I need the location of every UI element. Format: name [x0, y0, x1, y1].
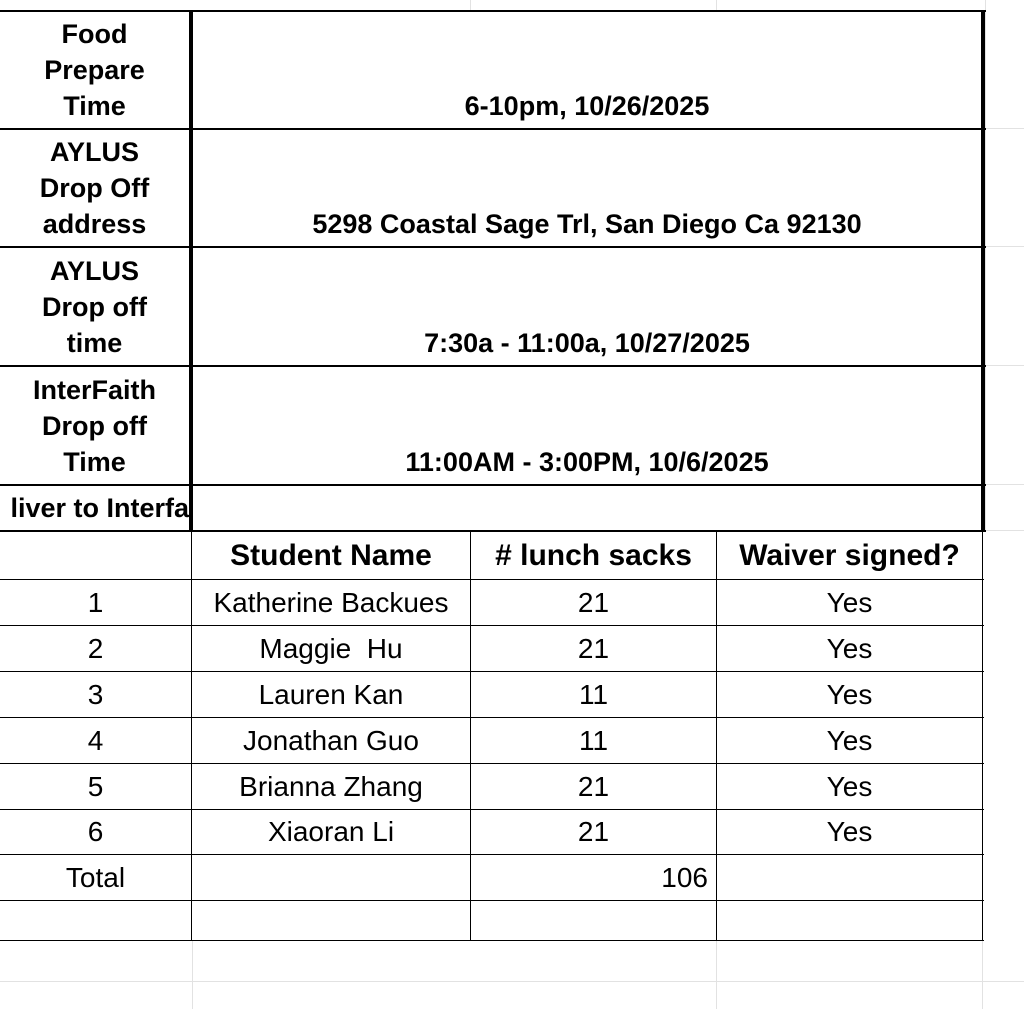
- lunch-sacks-cell[interactable]: 21: [577, 632, 610, 664]
- waiver-cell[interactable]: Yes: [826, 586, 873, 618]
- aylus-drop-off-time-value[interactable]: 7:30a - 11:00a, 10/27/2025: [424, 328, 750, 358]
- lunch-sacks-cell[interactable]: 21: [577, 816, 610, 847]
- gridline: [470, 0, 471, 10]
- waiver-cell[interactable]: Yes: [826, 632, 873, 664]
- border: [981, 10, 985, 531]
- label-line: Time: [63, 447, 126, 477]
- student-name-cell[interactable]: Jonathan Guo: [243, 724, 419, 756]
- student-name-cell[interactable]: Brianna Zhang: [239, 770, 423, 802]
- gridline: [716, 0, 717, 10]
- border: [0, 900, 984, 901]
- label-line: Drop off: [42, 411, 147, 441]
- total-lunch-sacks-value[interactable]: 106: [661, 861, 708, 893]
- label-line: AYLUS: [49, 137, 140, 167]
- interfaith-drop-off-time-label[interactable]: [0, 367, 189, 484]
- total-label[interactable]: Total: [65, 861, 126, 893]
- deliver-to-interfaith-value[interactable]: [193, 486, 981, 530]
- lunch-sacks-cell[interactable]: 11: [578, 724, 609, 756]
- total-waiver-cell[interactable]: [717, 855, 982, 900]
- gridline: [984, 246, 1024, 247]
- gridline: [984, 530, 1024, 531]
- header-lunch-sacks[interactable]: # lunch sacks: [495, 538, 692, 572]
- gridline: [0, 981, 1024, 982]
- label-line: AYLUS: [49, 256, 140, 286]
- header-student-name[interactable]: Student Name: [230, 538, 432, 572]
- deliver-to-interfaith-label[interactable]: liver to Interfa: [10, 492, 189, 523]
- lunch-sacks-cell[interactable]: 21: [577, 586, 610, 618]
- waiver-cell[interactable]: Yes: [826, 678, 873, 710]
- student-name-cell[interactable]: Maggie Hu: [259, 632, 403, 664]
- row-number[interactable]: 6: [87, 816, 104, 847]
- gridline: [984, 128, 1024, 129]
- interfaith-drop-off-time-value[interactable]: 11:00AM - 3:00PM, 10/6/2025: [405, 447, 769, 477]
- gridline: [984, 484, 1024, 485]
- border: [982, 530, 983, 941]
- row-number[interactable]: 4: [87, 724, 104, 756]
- aylus-drop-off-address-value[interactable]: 5298 Coastal Sage Trl, San Diego Ca 92130: [312, 209, 862, 239]
- label-line: Time: [63, 91, 126, 121]
- label-line: Drop Off: [39, 173, 150, 203]
- label-line: InterFaith: [32, 375, 156, 405]
- student-name-cell[interactable]: Xiaoran Li: [267, 816, 395, 847]
- total-name-cell[interactable]: [192, 855, 470, 900]
- gridline: [192, 940, 193, 1009]
- food-prepare-time-value[interactable]: 6-10pm, 10/26/2025: [464, 91, 710, 121]
- gridline: [984, 365, 1024, 366]
- waiver-cell[interactable]: Yes: [826, 724, 873, 756]
- waiver-cell[interactable]: Yes: [826, 816, 873, 847]
- header-empty-cell[interactable]: [0, 532, 191, 579]
- row-number[interactable]: 1: [87, 586, 104, 618]
- waiver-cell[interactable]: Yes: [826, 770, 873, 802]
- gridline: [716, 940, 717, 1009]
- student-name-cell[interactable]: Lauren Kan: [258, 678, 404, 710]
- label-line: address: [42, 209, 147, 239]
- food-prepare-time-label[interactable]: [0, 12, 189, 128]
- label-line: time: [66, 328, 123, 358]
- aylus-drop-off-time-label[interactable]: [0, 248, 189, 365]
- label-line: Prepare: [44, 55, 145, 85]
- row-number[interactable]: 5: [87, 770, 104, 802]
- row-number[interactable]: 2: [87, 632, 104, 664]
- aylus-drop-off-address-label[interactable]: [0, 130, 189, 246]
- lunch-sacks-cell[interactable]: 21: [577, 770, 610, 802]
- label-line: Food: [61, 19, 128, 49]
- gridline: [985, 0, 986, 530]
- student-name-cell[interactable]: Katherine Backues: [213, 586, 449, 618]
- row-number[interactable]: 3: [87, 678, 104, 710]
- border: [0, 940, 984, 941]
- gridline: [982, 940, 983, 1009]
- lunch-sacks-cell[interactable]: 11: [578, 678, 609, 710]
- label-line: Drop off: [42, 292, 147, 322]
- header-waiver-signed[interactable]: Waiver signed?: [739, 538, 960, 572]
